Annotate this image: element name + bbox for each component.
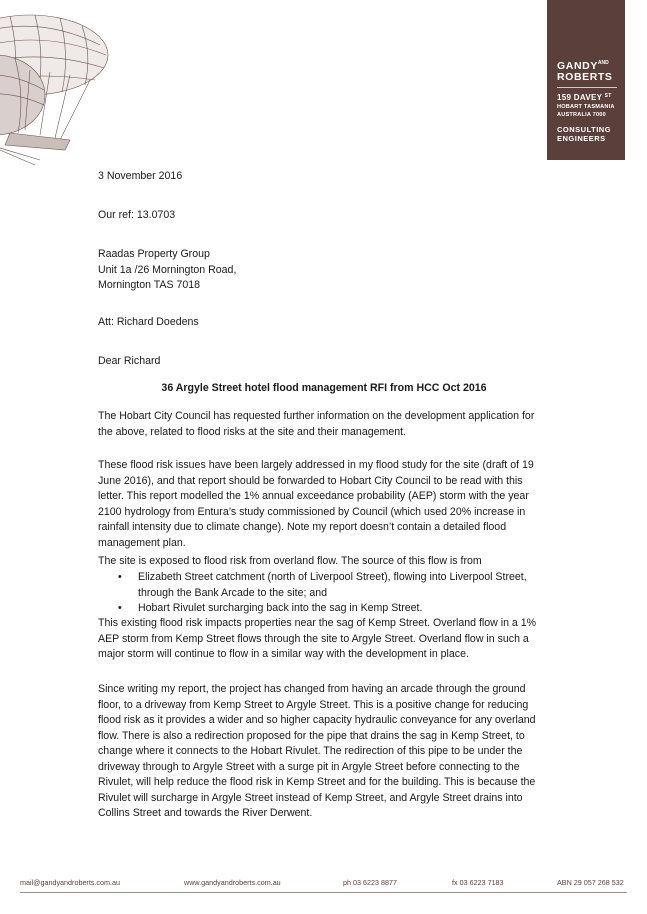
airship-illustration — [0, 0, 115, 170]
address-line: Mornington TAS 7018 — [98, 279, 201, 291]
logo-country: AUSTRALIA 7000 — [557, 112, 606, 118]
paragraph-3-body: This existing flood risk impacts properties near the sag of Kemp Street. Overland flow in a 1% AEP storm from Kemp Street flows through the site to Argyle Street. Overland flow in such a major storm will continue to flow in a similar way with the development in place. — [98, 617, 537, 660]
letter-heading: 36 Argyle Street hotel flood management RFI from HCC Oct 2016 — [161, 382, 487, 394]
letter-date: 3 November 2016 — [98, 170, 183, 182]
paragraph-3-intro: The site is exposed to flood risk from overland flow. The source of this flow is from — [98, 555, 482, 567]
paragraph-4: Since writing my report, the project has changed from having an arcade through the ground floor, to a driveway from Kemp Street to Argyle Street. This is a positive change for reducing flood risk as it provides a wider and so higher capacity hydraulic conveyance for any overland flow. There is also a redirection proposed for the pipe that drains the sag in Kemp Street, to change where it connects to the Hobart Rivulet. The redirection of this pipe to be under the driveway through to Argyle Street with a surge pit in Argyle Street before connecting to the Rivulet, will help reduce the flood risk in Kemp Street and for the building. This is because the Rivulet will surcharge in Argyle Street instead of Kemp Street, and Argyle Street drains into Collins Street and towards the River Derwent. — [98, 683, 536, 819]
logo-firm-name: $GANDY^{AND}$ ROBERTS — [557, 60, 613, 83]
attention-line: Att: Richard Doedens — [98, 316, 199, 328]
recipient-address — [98, 247, 550, 294]
footer-phone: ph 03 6223 8877 — [343, 878, 397, 887]
logo-city: HOBART TASMANIA — [557, 104, 615, 110]
list-item: • Hobart Rivulet surcharging back into the sag in Kemp Street. — [98, 601, 550, 617]
logo-tagline: CONSULTING ENGINEERS — [557, 125, 612, 143]
bullet-icon: • — [118, 602, 122, 614]
company-logo — [547, 0, 625, 160]
address-line: Raadas Property Group — [98, 248, 210, 260]
flood-source-list — [98, 570, 550, 617]
list-item: • Elizabeth Street catchment (north of Liverpool Street), flowing into Liverpool Street, through the Bank Arcade to the site; and — [118, 571, 527, 599]
footer-email[interactable]: mail@gandyandroberts.com.au — [20, 878, 120, 887]
paragraph-2: These flood risk issues have been largely addressed in my flood study for the site (draft of 19 June 2016), and that report should be forwarded to Hobart City Council to be read with this letter. This report modelled the 1% annual exceedance probability (AEP) storm with the year 2100 hydrology from Entura’s study commissioned by Council (which used 20% increase in rainfall intensity due to climate change). Note my report doesn’t contain a detailed flood management plan. — [98, 459, 534, 549]
footer-fax: fx 03 6223 7183 — [452, 878, 504, 887]
page-footer — [20, 878, 627, 893]
salutation: Dear Richard — [98, 355, 161, 367]
logo-divider — [557, 87, 617, 88]
footer-abn: ABN 29 057 268 532 — [557, 878, 624, 887]
letter-reference: Our ref: 13.0703 — [98, 209, 176, 221]
footer-website[interactable]: www.gandyandroberts.com.au — [184, 878, 281, 887]
logo-street: 159 DAVEY $^{ST}$ — [557, 93, 612, 102]
bullet-icon: • — [118, 571, 122, 583]
address-line: Unit 1a /26 Mornington Road, — [98, 263, 237, 276]
paragraph-1: The Hobart City Council has requested further information on the development application for the above, related to flood risks at the site and their management. — [98, 410, 535, 438]
